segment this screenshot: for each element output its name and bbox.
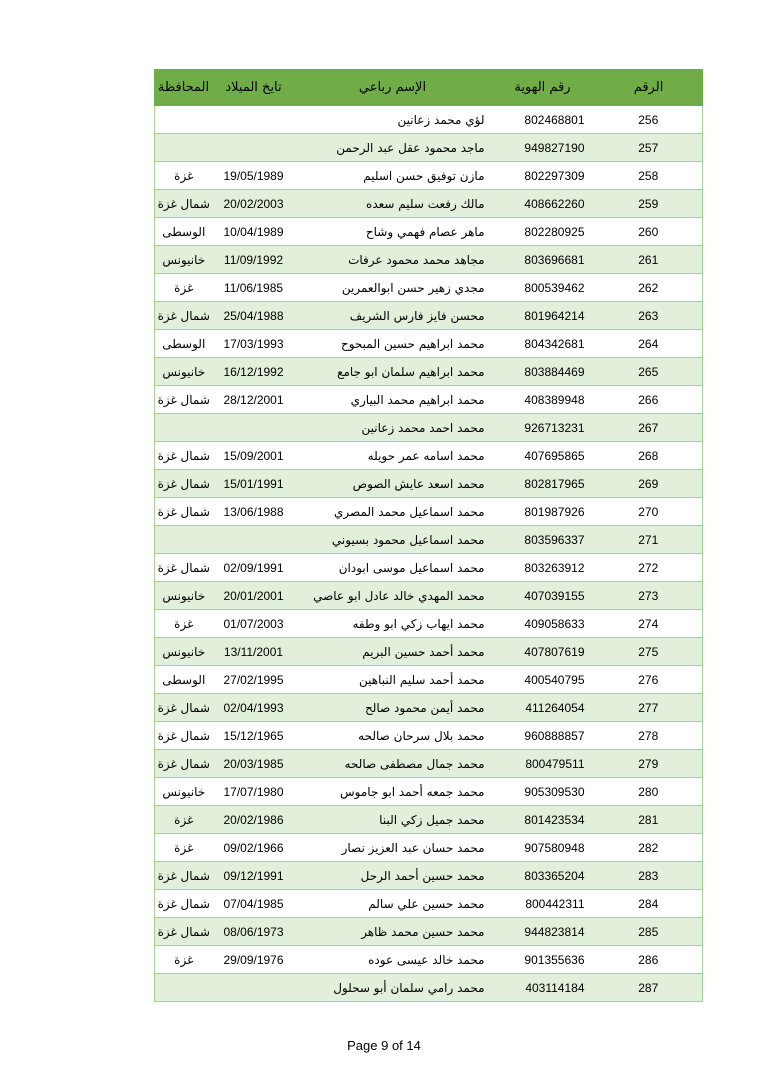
governorate-cell: خانيونس [155,778,213,806]
table-row [155,162,703,190]
governorate-cell: شمال غزة [155,890,213,918]
id-number-cell: 803696681 [491,246,595,274]
table-row [155,330,703,358]
full-name-cell: محمد حسين محمد ظاهر [295,918,491,946]
row-number-cell: 260 [595,218,703,246]
row-number-cell: 271 [595,526,703,554]
full-name-cell: محمد اسماعيل موسى ابودان [295,554,491,582]
birth-date-cell [213,106,295,134]
id-number-cell: 409058633 [491,610,595,638]
id-number-cell: 800479511 [491,750,595,778]
row-number-cell: 284 [595,890,703,918]
table-row [155,750,703,778]
row-number-cell: 286 [595,946,703,974]
birth-date-cell: 16/12/1992 [213,358,295,386]
birth-date-cell: 02/09/1991 [213,554,295,582]
governorate-cell: شمال غزة [155,694,213,722]
row-number-cell: 278 [595,722,703,750]
row-number-cell: 256 [595,106,703,134]
birth-date-cell: 20/02/2003 [213,190,295,218]
row-number-cell: 279 [595,750,703,778]
id-number-cell: 803263912 [491,554,595,582]
row-number-cell: 280 [595,778,703,806]
id-number-cell: 949827190 [491,134,595,162]
id-number-cell: 801423534 [491,806,595,834]
row-number-cell: 261 [595,246,703,274]
birth-date-cell: 13/11/2001 [213,638,295,666]
id-number-cell: 408662260 [491,190,595,218]
id-number-cell: 803884469 [491,358,595,386]
row-number-cell: 272 [595,554,703,582]
id-number-cell: 801987926 [491,498,595,526]
full-name-cell: محمد اسامه عمر حويله [295,442,491,470]
birth-date-cell: 29/09/1976 [213,946,295,974]
table-row [155,890,703,918]
table-row [155,274,703,302]
row-number-cell: 282 [595,834,703,862]
id-number-cell: 407695865 [491,442,595,470]
table-row [155,386,703,414]
full-name-cell: محمد جميل زكي البنا [295,806,491,834]
birth-date-cell: 09/12/1991 [213,862,295,890]
full-name-cell: محمد المهدي خالد عادل ابو عاصي [295,582,491,610]
id-number-cell: 926713231 [491,414,595,442]
row-number-cell: 267 [595,414,703,442]
birth-date-cell: 20/01/2001 [213,582,295,610]
id-number-cell: 901355636 [491,946,595,974]
id-number-cell: 944823814 [491,918,595,946]
row-number-cell: 263 [595,302,703,330]
full-name-cell: ماجد محمود عقل عبد الرحمن [295,134,491,162]
row-number-cell: 266 [595,386,703,414]
id-number-cell: 802817965 [491,470,595,498]
governorate-cell: شمال غزة [155,470,213,498]
table-row [155,414,703,442]
table-row [155,134,703,162]
id-number-cell: 803365204 [491,862,595,890]
governorate-cell [155,414,213,442]
full-name-cell: محمد أحمد حسين البريم [295,638,491,666]
table-row [155,526,703,554]
table-row [155,246,703,274]
row-number-cell: 277 [595,694,703,722]
table-row [155,918,703,946]
birth-date-cell [213,526,295,554]
id-number-cell: 802468801 [491,106,595,134]
row-number-cell: 281 [595,806,703,834]
full-name-cell: محمد ابراهيم سلمان ابو جامع [295,358,491,386]
header-governorate: المحافظة [155,69,213,106]
birth-date-cell: 07/04/1985 [213,890,295,918]
table-row [155,946,703,974]
records-table [154,69,703,1002]
table-row [155,554,703,582]
row-number-cell: 264 [595,330,703,358]
governorate-cell: شمال غزة [155,386,213,414]
id-number-cell: 411264054 [491,694,595,722]
full-name-cell: محمد حسان عبد العزيز نصار [295,834,491,862]
id-number-cell: 400540795 [491,666,595,694]
governorate-cell: غزة [155,274,213,302]
full-name-cell: محمد جمعه أحمد ابو جاموس [295,778,491,806]
birth-date-cell: 15/01/1991 [213,470,295,498]
table-body [155,106,703,1002]
table-row [155,610,703,638]
id-number-cell: 407807619 [491,638,595,666]
table-row [155,722,703,750]
table-row [155,302,703,330]
full-name-cell: محسن فايز فارس الشريف [295,302,491,330]
governorate-cell: شمال غزة [155,498,213,526]
full-name-cell: ماهر عصام فهمي وشاح [295,218,491,246]
governorate-cell: غزة [155,162,213,190]
row-number-cell: 270 [595,498,703,526]
governorate-cell: الوسطى [155,330,213,358]
birth-date-cell: 09/02/1966 [213,834,295,862]
governorate-cell: شمال غزة [155,554,213,582]
table-row [155,218,703,246]
id-number-cell: 800539462 [491,274,595,302]
header-number: الرقم [595,69,703,106]
full-name-cell: محمد اسعد عايش الصوص [295,470,491,498]
governorate-cell [155,974,213,1002]
birth-date-cell: 10/04/1989 [213,218,295,246]
full-name-cell: محمد خالد عيسى عوده [295,946,491,974]
birth-date-cell: 13/06/1988 [213,498,295,526]
row-number-cell: 262 [595,274,703,302]
birth-date-cell: 11/09/1992 [213,246,295,274]
id-number-cell: 803596337 [491,526,595,554]
full-name-cell: محمد ايهاب زكي ابو وطفه [295,610,491,638]
table-row [155,358,703,386]
birth-date-cell: 17/03/1993 [213,330,295,358]
full-name-cell: مجدي زهير حسن ابوالعمرين [295,274,491,302]
id-number-cell: 905309530 [491,778,595,806]
full-name-cell: محمد جمال مصطفى صالحه [295,750,491,778]
table-row [155,470,703,498]
table-row [155,778,703,806]
full-name-cell: محمد حسين أحمد الرحل [295,862,491,890]
full-name-cell: محمد أيمن محمود صالح [295,694,491,722]
birth-date-cell: 02/04/1993 [213,694,295,722]
table-row [155,106,703,134]
full-name-cell: محمد ابراهيم حسين المبحوح [295,330,491,358]
row-number-cell: 276 [595,666,703,694]
header-id-number: رقم الهوية [491,69,595,106]
birth-date-cell: 19/05/1989 [213,162,295,190]
full-name-cell: محمد بلال سرحان صالحه [295,722,491,750]
table-row [155,806,703,834]
birth-date-cell: 11/06/1985 [213,274,295,302]
table-row [155,666,703,694]
table-row [155,834,703,862]
header-full-name: الإسم رباعي [295,69,491,106]
governorate-cell: الوسطى [155,218,213,246]
birth-date-cell: 28/12/2001 [213,386,295,414]
birth-date-cell: 15/12/1965 [213,722,295,750]
full-name-cell: محمد اسماعيل محمود بسيوني [295,526,491,554]
governorate-cell: شمال غزة [155,302,213,330]
governorate-cell: خانيونس [155,582,213,610]
row-number-cell: 283 [595,862,703,890]
governorate-cell: شمال غزة [155,918,213,946]
full-name-cell: محمد أحمد سليم النباهين [295,666,491,694]
birth-date-cell: 27/02/1995 [213,666,295,694]
governorate-cell [155,106,213,134]
table-row [155,498,703,526]
birth-date-cell: 08/06/1973 [213,918,295,946]
governorate-cell: شمال غزة [155,862,213,890]
row-number-cell: 287 [595,974,703,1002]
id-number-cell: 802280925 [491,218,595,246]
governorate-cell: خانيونس [155,358,213,386]
full-name-cell: لؤي محمد زعانين [295,106,491,134]
id-number-cell: 801964214 [491,302,595,330]
id-number-cell: 408389948 [491,386,595,414]
id-number-cell: 804342681 [491,330,595,358]
id-number-cell: 407039155 [491,582,595,610]
page-footer: Page 9 of 14 [347,1038,421,1053]
governorate-cell: شمال غزة [155,442,213,470]
birth-date-cell [213,414,295,442]
header-row [155,69,703,106]
header-birth-date: تايخ الميلاد [213,69,295,106]
governorate-cell: خانيونس [155,246,213,274]
birth-date-cell [213,974,295,1002]
birth-date-cell [213,134,295,162]
table-row [155,190,703,218]
id-number-cell: 802297309 [491,162,595,190]
table-row [155,974,703,1002]
birth-date-cell: 25/04/1988 [213,302,295,330]
row-number-cell: 274 [595,610,703,638]
governorate-cell: خانيونس [155,638,213,666]
birth-date-cell: 17/07/1980 [213,778,295,806]
table-row [155,694,703,722]
governorate-cell [155,134,213,162]
row-number-cell: 273 [595,582,703,610]
birth-date-cell: 20/03/1985 [213,750,295,778]
governorate-cell: غزة [155,946,213,974]
table-row [155,862,703,890]
governorate-cell: شمال غزة [155,722,213,750]
row-number-cell: 275 [595,638,703,666]
id-number-cell: 800442311 [491,890,595,918]
governorate-cell [155,526,213,554]
full-name-cell: مجاهد محمد محمود عرفات [295,246,491,274]
governorate-cell: غزة [155,806,213,834]
birth-date-cell: 01/07/2003 [213,610,295,638]
row-number-cell: 269 [595,470,703,498]
row-number-cell: 268 [595,442,703,470]
governorate-cell: شمال غزة [155,750,213,778]
table-row [155,582,703,610]
full-name-cell: محمد حسين علي سالم [295,890,491,918]
table-header [155,69,703,106]
row-number-cell: 257 [595,134,703,162]
id-number-cell: 403114184 [491,974,595,1002]
table-row [155,638,703,666]
full-name-cell: مالك رفعت سليم سعده [295,190,491,218]
row-number-cell: 258 [595,162,703,190]
id-number-cell: 907580948 [491,834,595,862]
full-name-cell: محمد اسماعيل محمد المصري [295,498,491,526]
birth-date-cell: 20/02/1986 [213,806,295,834]
table-row [155,442,703,470]
row-number-cell: 265 [595,358,703,386]
row-number-cell: 259 [595,190,703,218]
governorate-cell: غزة [155,610,213,638]
governorate-cell: شمال غزة [155,190,213,218]
id-number-cell: 960888857 [491,722,595,750]
governorate-cell: الوسطى [155,666,213,694]
full-name-cell: محمد احمد محمد زعانين [295,414,491,442]
full-name-cell: مازن توفيق حسن اسليم [295,162,491,190]
full-name-cell: محمد ابراهيم محمد البياري [295,386,491,414]
governorate-cell: غزة [155,834,213,862]
birth-date-cell: 15/09/2001 [213,442,295,470]
row-number-cell: 285 [595,918,703,946]
full-name-cell: محمد رامي سلمان أبو سحلول [295,974,491,1002]
